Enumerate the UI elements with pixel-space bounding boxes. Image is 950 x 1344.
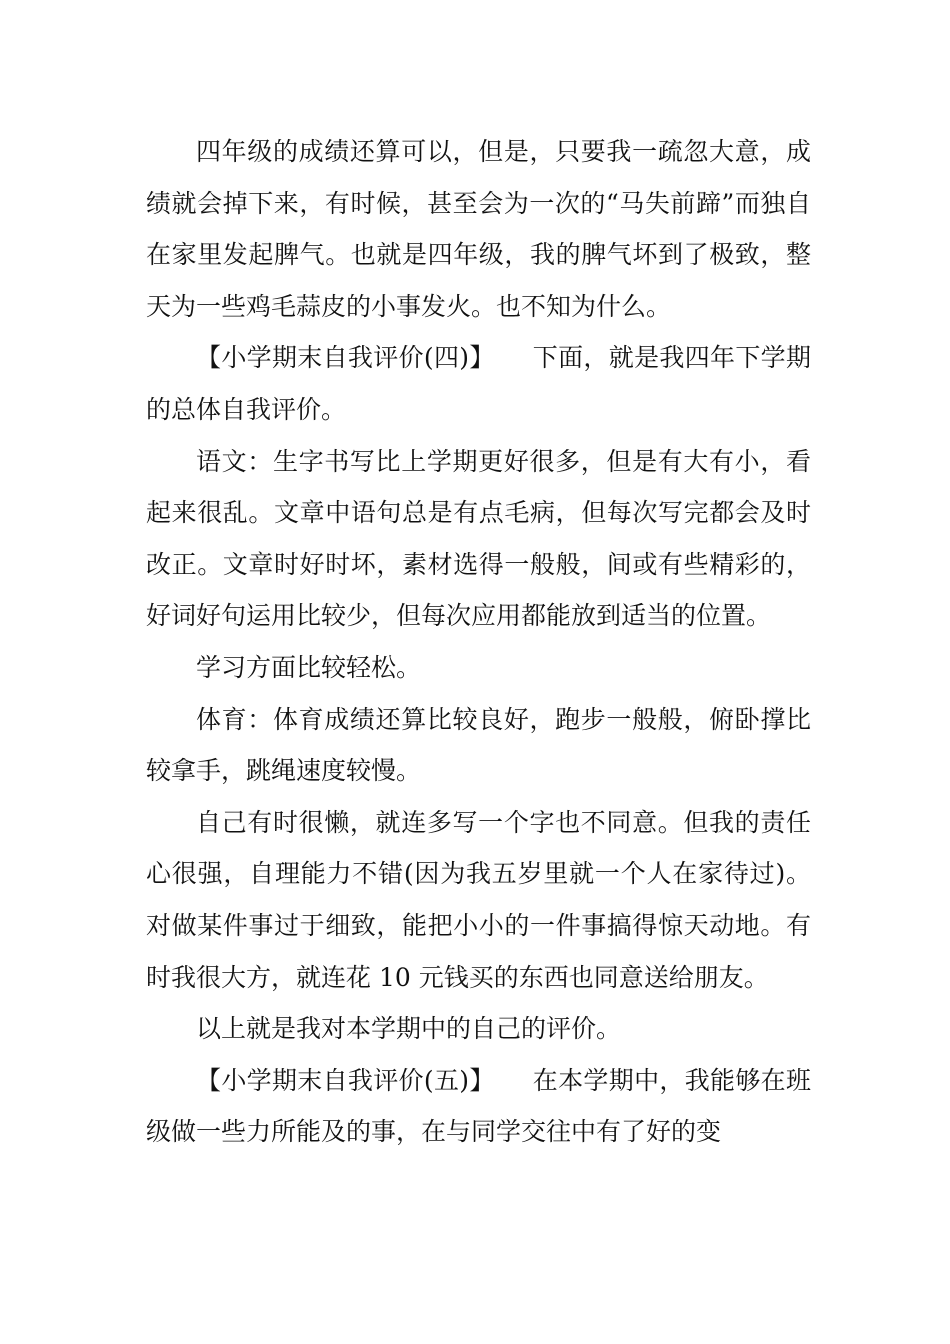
paragraph-pe-subject: 体育：体育成绩还算比较良好，跑步一般般，俯卧撑比较拿手，跳绳速度较慢。 [146, 704, 811, 786]
paragraph-grade-four-grades: 四年级的成绩还算可以，但是，只要我一疏忽大意，成绩就会掉下来，有时候，甚至会为一次的“马失前蹄”而独自在家里发起脾气。也就是四年级，我的脾气坏到了极致，整天为一些鸡毛蒜皮的小事发火。也不知为什么。 [146, 137, 811, 321]
document-body [146, 126, 811, 1158]
paragraph-study-easy: 学习方面比较轻松。 [196, 652, 422, 682]
paragraph-summary: 以上就是我对本学期中的自己的评价。 [196, 1014, 622, 1044]
paragraph-evaluation-five-heading: 【小学期末自我评价(五)】 在本学期中，我能够在班级做一些力所能及的事，在与同学交往中有了好的变 [146, 1065, 811, 1147]
paragraph-chinese-subject: 语文：生字书写比上学期更好很多，但是有大有小，看起来很乱。文章中语句总是有点毛病，但每次写完都会及时改正。文章时好时坏，素材选得一般般，间或有些精彩的，好词好句运用比较少，但每次应用都能放到适当的位置。 [146, 446, 811, 631]
paragraph-evaluation-four-heading: 【小学期末自我评价(四)】 下面，就是我四年下学期的总体自我评价。 [146, 343, 811, 424]
paragraph-self-character: 自己有时很懒，就连多写一个字也不同意。但我的责任心很强，自理能力不错(因为我五岁里就一个人在家待过)。对做某件事过于细致，能把小小的一件事搞得惊天动地。有时我很大方，就连花 10 元钱买的东西也同意送给朋友。 [146, 807, 811, 992]
